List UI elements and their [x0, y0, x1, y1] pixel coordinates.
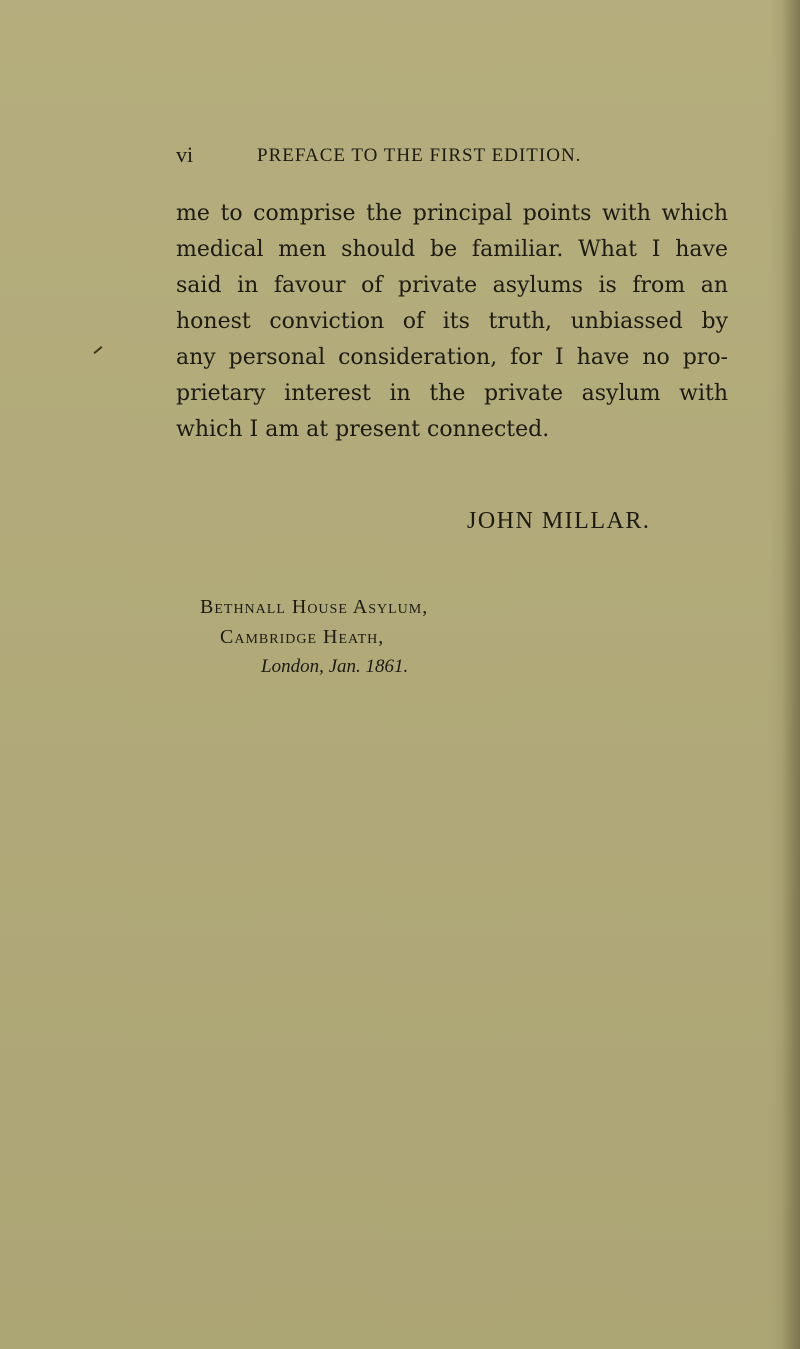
text-line: prietary interest in the private asylum with: [176, 381, 728, 406]
address-block: [200, 592, 428, 682]
address-line: Cambridge Heath,: [220, 626, 385, 648]
address-line: Bethnall House Asylum,: [200, 596, 429, 618]
text-line: medical men should be familiar. What I have: [176, 237, 728, 262]
text-line: said in favour of private asylums is from an: [176, 273, 728, 298]
author-signature: JOHN MILLAR.: [467, 508, 651, 534]
text-line: me to comprise the principal points with which: [176, 201, 728, 226]
text-line: any personal consideration, for I have no pro-: [176, 345, 728, 370]
running-head: PREFACE TO THE FIRST EDITION.: [257, 145, 582, 166]
pencil-mark: [94, 346, 103, 354]
body-paragraph: [176, 196, 736, 448]
address-date-line: London, Jan. 1861.: [261, 656, 409, 677]
text-line: honest conviction of its truth, unbiassed by: [176, 309, 728, 334]
text-line: which I am at present connected.: [176, 417, 550, 442]
page-edge-shadow: [782, 0, 800, 1349]
page-number: vi: [176, 142, 194, 167]
